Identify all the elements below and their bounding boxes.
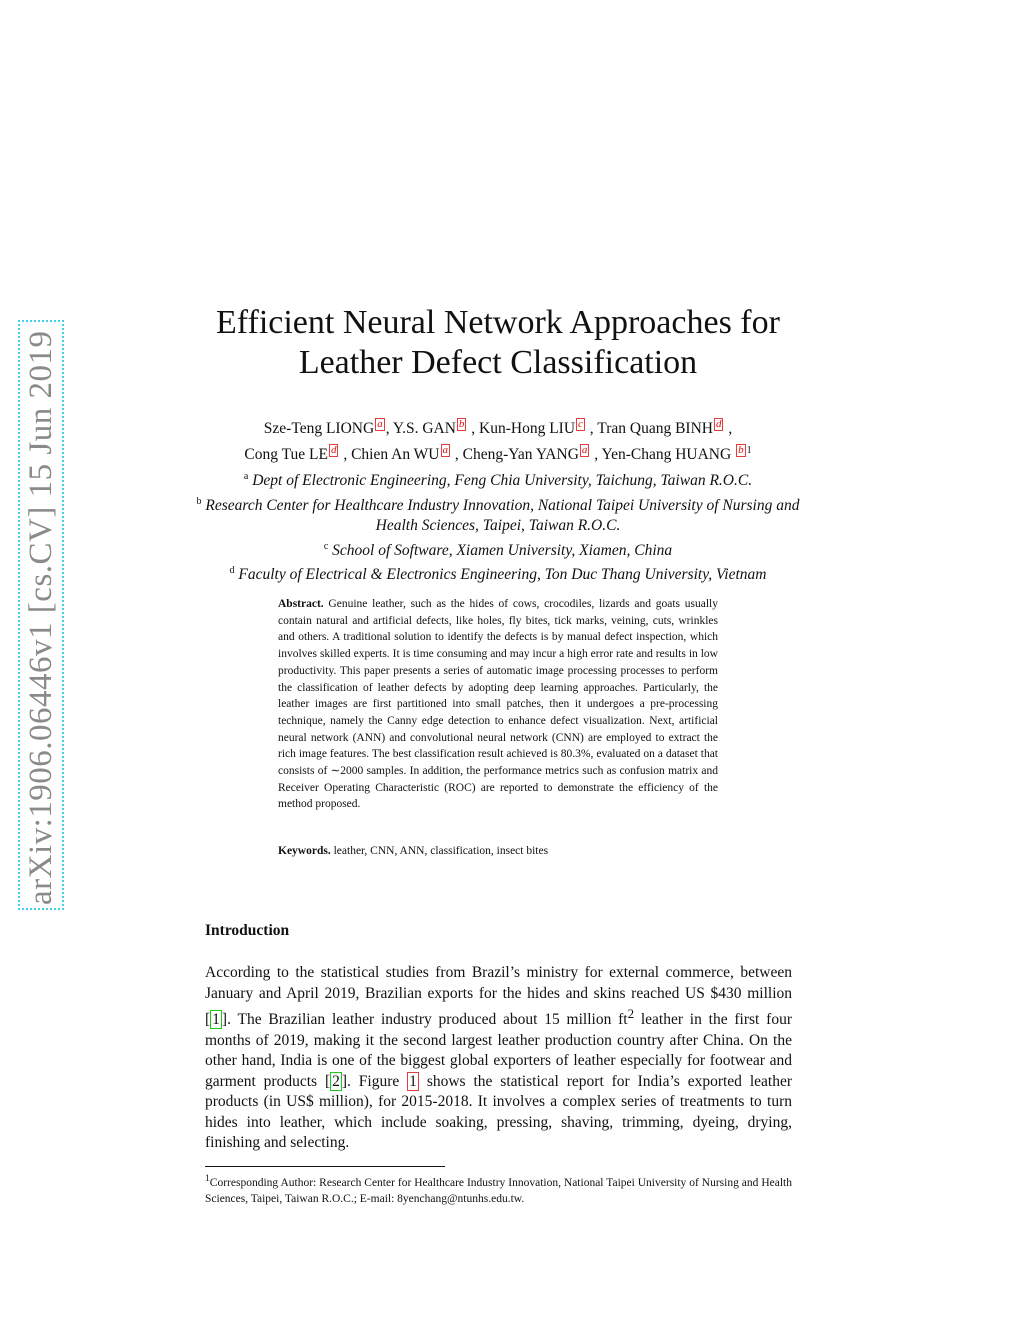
author-line-1: Sze-Teng LIONG a , Y.S. GAN b , Kun-Hong LIU c , Tran Quang BINH d , — [263, 418, 733, 437]
abstract — [278, 596, 718, 813]
keywords-text: leather, CNN, ANN, classification, insect bites — [330, 845, 549, 857]
affiliation-link[interactable]: b — [738, 444, 744, 457]
footnote-divider — [205, 1166, 445, 1167]
paper-title — [150, 303, 846, 383]
author-name: Cheng-Yan YANG — [462, 446, 579, 464]
affiliation-item: $^a$ Dept of Electronic Engineering, Feng Chia University, Taichung, Taiwan R.O.C. — [243, 471, 753, 490]
author-name: Cong Tue LE — [244, 446, 328, 464]
affiliation-link[interactable]: c — [578, 418, 583, 430]
affiliation-link[interactable]: d — [330, 444, 337, 457]
title-line-1: Efficient Neural Network Approaches for — [216, 304, 780, 341]
keywords-label: Keywords. — [278, 845, 331, 857]
affiliation-link[interactable]: a — [377, 418, 383, 430]
abstract-text: Genuine leather, such as the hides of cows, crocodiles, lizards and goats usually contain natural and artificial defects, like holes, fly bites, tick marks, veining, cuts, wrinkles and others. A traditional solution to identify the defects is by manual defect inspection, which involves skilled experts. It is time consuming and may incur a high error rate and results in low productivity. This paper presents a series of automatic image processing processes to perform the classification of leather defects by adopting deep learning approaches. Particularly, the leather images are first partitioned into small patches, then it undergoes a pre-processing technique, namely the Canny edge detection to enhance defect visualization. Next, artificial neural network (ANN) and convolutional neural network (CNN) are employed to extract the rich image features. The best classification result achieved is 80.3%, evaluated on a dataset that consists of ∼2000 samples. In addition, the performance metrics such as confusion matrix and Receiver Operating Characteristic (ROC) are reported to demonstrate the efficiency of the method proposed. — [278, 598, 718, 811]
footnote-marker[interactable]: 1 — [746, 445, 752, 456]
arxiv-identifier[interactable]: arXiv:1906.06446v1 [cs.CV] 15 Jun 2019 — [23, 330, 59, 905]
author-name: Y.S. GAN — [392, 420, 456, 437]
author-name: Sze-Teng LIONG — [263, 420, 375, 437]
author-name: Yen-Chang HUANG — [601, 446, 736, 464]
affiliation-item: $^d$ Faculty of Electrical & Electronics Engineering, Ton Duc Thang University, Vietnam — [229, 565, 767, 584]
footnote: $^1$Corresponding Author: Research Center for Healthcare Industry Innovation, National Taipei University of Nursing and Health Sciences, Taipei, Taiwan R.O.C.; E-mail: 8yenchang@ntunhs.edu.tw. — [205, 1173, 792, 1205]
citation-link[interactable]: 2 — [332, 1072, 340, 1090]
keywords — [278, 843, 718, 859]
figure-link[interactable]: 1 — [409, 1072, 417, 1090]
title-line-2: Leather Defect Classification — [298, 344, 698, 381]
author-line-2: Cong Tue LE d , Chien An WU a , Cheng-Yan YANG a , Yen-Chang HUANG b $^1$ — [244, 444, 752, 464]
author-name: Kun-Hong LIU — [479, 420, 576, 437]
abstract-label: Abstract. — [278, 598, 324, 610]
author-list — [180, 418, 816, 466]
affiliation-item: $^b$ Research Center for Healthcare Industry Innovation, National Taipei University of Nursing and Health Sciences, Taipei, Taiwan R.O.C. — [196, 495, 800, 535]
affiliation-link[interactable]: a — [581, 444, 588, 457]
affiliation-link[interactable]: d — [715, 418, 722, 430]
intro-paragraph: According to the statistical studies from Brazil’s ministry for external commerce, between January and April 2019, Brazilian exports for the hides and skins reached US $430 million [ 1 ]. The Brazilian leather industry produced about 15 million $ft^2$ leather in the first four months of 2019, making it the second largest leather production country after China. On the other hand, India is one of the biggest global exporters of leather especially for footwear and garment products [ 2 ]. Figure 1 shows the statistical report for India’s exported leather products (in US$ million), for 2015-2018. It involves a complex series of treatments to turn hides into leather, which include soaking, pressing, shaving, trimming, dyeing, drying, finishing and selecting. — [205, 964, 792, 1152]
section-heading: Introduction — [205, 922, 290, 939]
affiliation-link[interactable]: a — [442, 444, 448, 457]
author-name: Tran Quang BINH — [597, 420, 713, 437]
citation-link[interactable]: 1 — [212, 1011, 220, 1029]
affiliation-link[interactable]: b — [458, 418, 465, 430]
affiliation-list — [190, 467, 806, 586]
affiliation-item: $^c$ School of Software, Xiamen University, Xiamen, China — [323, 540, 673, 559]
author-name: Chien An WU — [351, 446, 440, 464]
